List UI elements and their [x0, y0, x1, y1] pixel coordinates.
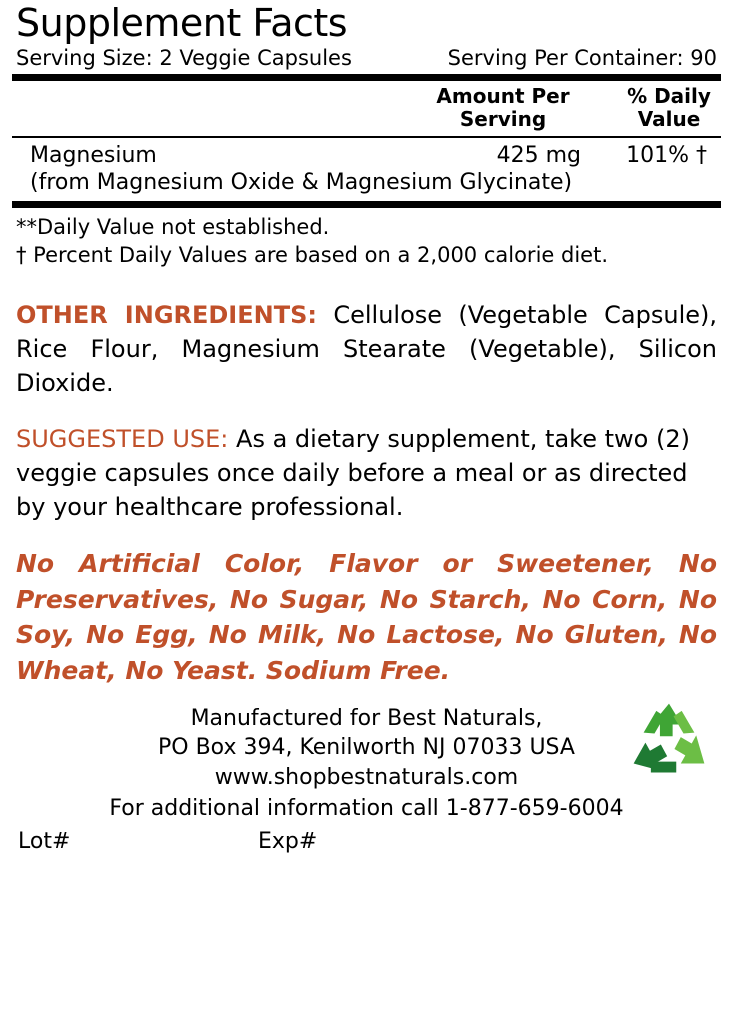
facts-column-headers	[12, 81, 721, 136]
other-ingredients-text: Cellulose (Vegetable Capsule), Rice Flour, Magnesium Stearate (Vegetable), Silicon Dioxide.	[16, 300, 717, 397]
ingredient-main-line	[16, 143, 717, 168]
suggested-use-text: As a dietary supplement, take two (2) veggie capsules once daily before a meal or as directed by your healthcare professional.	[16, 424, 690, 521]
other-ingredients-label: OTHER INGREDIENTS:	[16, 300, 317, 329]
serving-size-text: Serving Size: 2 Veggie Capsules	[16, 45, 352, 70]
dv-header-line2: Value	[637, 106, 701, 131]
panel-rule-bottom	[12, 201, 721, 208]
recycle-icon	[623, 700, 715, 778]
supplement-facts-panel	[12, 1, 721, 270]
footer-address-block	[16, 704, 717, 792]
page-title: Supplement Facts	[16, 1, 348, 45]
footnote-percent-dv: † Percent Daily Values are based on a 2,000 calorie diet.	[16, 243, 608, 268]
table-row	[12, 138, 721, 199]
facts-footnotes	[12, 208, 721, 270]
manufactured-for-line: Manufactured for Best Naturals,	[190, 706, 543, 732]
lot-label: Lot#	[18, 829, 71, 855]
amount-per-serving-header	[403, 85, 603, 131]
ingredient-source: (from Magnesium Oxide & Magnesium Glycinate)	[30, 169, 573, 195]
serving-info-row	[12, 46, 721, 72]
daily-value-header	[621, 85, 717, 131]
website-line[interactable]: www.shopbestnaturals.com	[214, 764, 519, 790]
ingredient-daily-value: 101% †	[626, 142, 707, 168]
footnote-daily-value: **Daily Value not established.	[16, 214, 330, 239]
amount-header-line2: Serving	[459, 106, 547, 131]
other-ingredients-paragraph	[16, 298, 717, 400]
ingredient-name: Magnesium	[30, 142, 157, 168]
ingredient-amount: 425 mg	[496, 142, 581, 168]
servings-per-container-text: Serving Per Container: 90	[447, 45, 717, 70]
dv-header-line1: % Daily	[627, 83, 711, 108]
other-ingredients-section	[12, 298, 721, 400]
free-from-claims: No Artificial Color, Flavor or Sweetener, No Preservatives, No Sugar, No Starch, No Corn, No Soy, No Egg, No Milk, No Lactose, No Gluten, No Wheat, No Yeast. Sodium Free.	[16, 549, 717, 685]
manufacturer-footer	[12, 704, 721, 854]
suggested-use-label: SUGGESTED USE:	[16, 424, 229, 453]
amount-header-line1: Amount Per	[436, 83, 570, 108]
address-line: PO Box 394, Kenilworth NJ 07033 USA	[158, 735, 575, 761]
suggested-use-section	[12, 422, 721, 524]
exp-label: Exp#	[258, 829, 318, 855]
suggested-use-paragraph	[16, 422, 717, 524]
phone-line: For additional information call 1-877-659-6004	[109, 795, 624, 821]
lot-exp-row	[16, 829, 717, 854]
panel-rule-top	[12, 74, 721, 81]
